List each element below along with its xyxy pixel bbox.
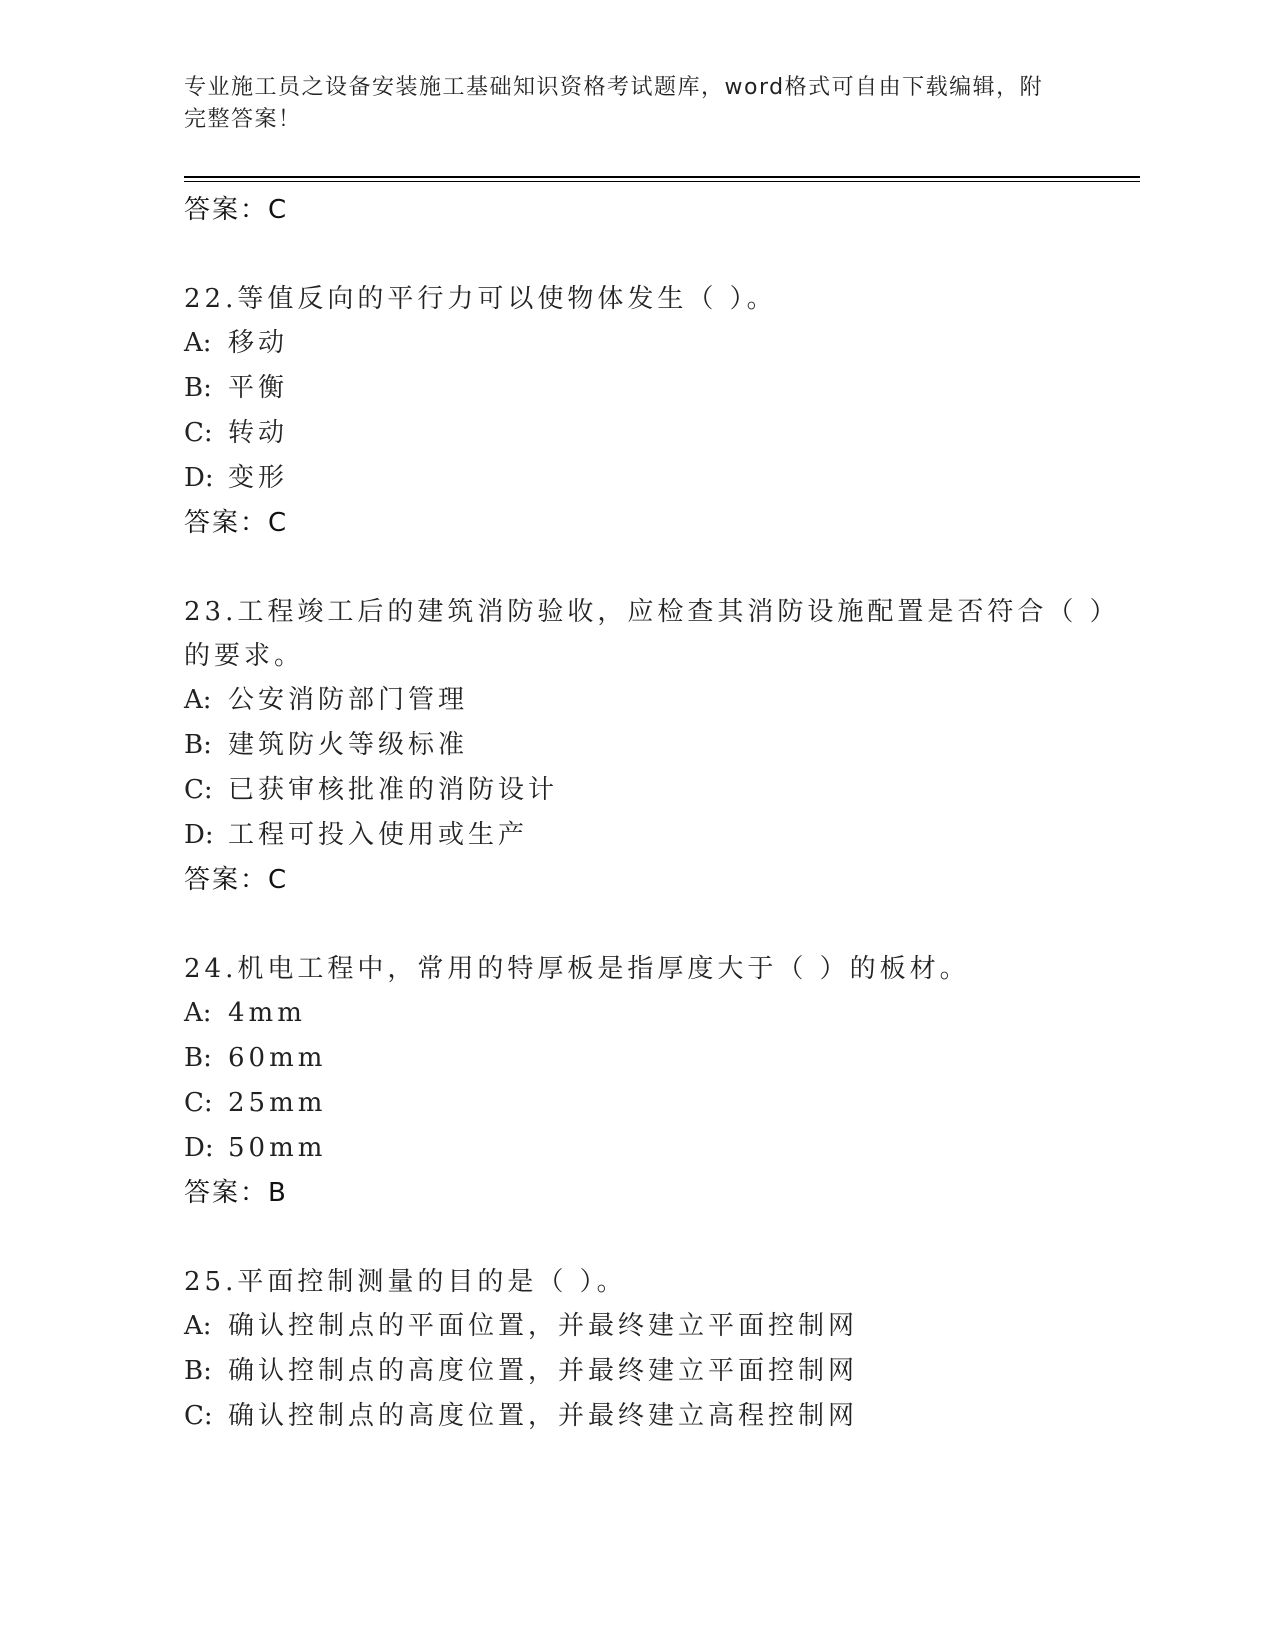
question-22 bbox=[184, 277, 1124, 545]
header-rule-thin bbox=[184, 181, 1140, 182]
spacer bbox=[184, 1215, 1124, 1260]
spacer bbox=[184, 902, 1124, 947]
answer-line: 答案：C bbox=[184, 508, 289, 538]
option-text: 转动 bbox=[228, 418, 289, 448]
option-text: 变形 bbox=[228, 463, 289, 493]
option-a bbox=[184, 678, 1124, 723]
answer-line: 答案：B bbox=[184, 1178, 288, 1208]
option-c bbox=[184, 411, 1124, 456]
option-d bbox=[184, 813, 1124, 858]
option-text: 工程可投入使用或生产 bbox=[228, 820, 529, 850]
question-stem: 23.工程竣工后的建筑消防验收，应检查其消防设施配置是否符合（ ）的要求。 bbox=[184, 597, 1120, 671]
option-b bbox=[184, 1036, 1124, 1081]
option-d bbox=[184, 456, 1124, 501]
question-stem: 24.机电工程中，常用的特厚板是指厚度大于（ ）的板材。 bbox=[184, 954, 970, 984]
option-letter: C: bbox=[184, 775, 213, 805]
spacer bbox=[184, 232, 1124, 277]
question-list bbox=[184, 188, 1124, 1439]
option-letter: D: bbox=[184, 1133, 214, 1163]
document-header: 专业施工员之设备安装施工基础知识资格考试题库，word格式可自由下载编辑，附完整答案！ bbox=[184, 75, 1044, 132]
option-text: 平衡 bbox=[228, 373, 289, 403]
option-letter: B: bbox=[184, 1356, 212, 1386]
option-text: 50mm bbox=[228, 1133, 327, 1163]
option-letter: A: bbox=[184, 998, 212, 1028]
option-c bbox=[184, 768, 1124, 813]
option-b bbox=[184, 723, 1124, 768]
option-c bbox=[184, 1394, 1124, 1439]
option-letter: A: bbox=[184, 328, 212, 358]
option-text: 60mm bbox=[228, 1043, 327, 1073]
option-a bbox=[184, 1304, 1124, 1349]
question-stem: 22.等值反向的平行力可以使物体发生（ ）。 bbox=[184, 284, 777, 314]
option-a bbox=[184, 321, 1124, 366]
option-letter: B: bbox=[184, 1043, 212, 1073]
option-text: 公安消防部门管理 bbox=[228, 685, 469, 715]
option-letter: A: bbox=[184, 685, 212, 715]
option-letter: C: bbox=[184, 1401, 213, 1431]
option-letter: C: bbox=[184, 1088, 213, 1118]
option-text: 确认控制点的高度位置，并最终建立高程控制网 bbox=[228, 1401, 859, 1431]
option-letter: B: bbox=[184, 373, 212, 403]
option-text: 建筑防火等级标准 bbox=[228, 730, 469, 760]
previous-question-answer: 答案：C bbox=[184, 195, 289, 225]
option-a bbox=[184, 991, 1124, 1036]
option-text: 已获审核批准的消防设计 bbox=[228, 775, 559, 805]
option-letter: C: bbox=[184, 418, 213, 448]
option-text: 4mm bbox=[228, 998, 306, 1028]
option-text: 25mm bbox=[228, 1088, 327, 1118]
header-rule-thick bbox=[184, 176, 1140, 178]
option-b bbox=[184, 366, 1124, 411]
option-text: 移动 bbox=[228, 328, 289, 358]
question-23 bbox=[184, 590, 1124, 902]
option-c bbox=[184, 1081, 1124, 1126]
option-text: 确认控制点的高度位置，并最终建立平面控制网 bbox=[228, 1356, 859, 1386]
option-b bbox=[184, 1349, 1124, 1394]
answer-line: 答案：C bbox=[184, 865, 289, 895]
question-25 bbox=[184, 1260, 1124, 1439]
option-letter: D: bbox=[184, 820, 214, 850]
spacer bbox=[184, 545, 1124, 590]
option-letter: B: bbox=[184, 730, 212, 760]
question-24 bbox=[184, 947, 1124, 1215]
option-text: 确认控制点的平面位置，并最终建立平面控制网 bbox=[228, 1311, 859, 1341]
option-d bbox=[184, 1126, 1124, 1171]
option-letter: D: bbox=[184, 463, 214, 493]
option-letter: A: bbox=[184, 1311, 212, 1341]
question-stem: 25.平面控制测量的目的是（ ）。 bbox=[184, 1267, 627, 1297]
